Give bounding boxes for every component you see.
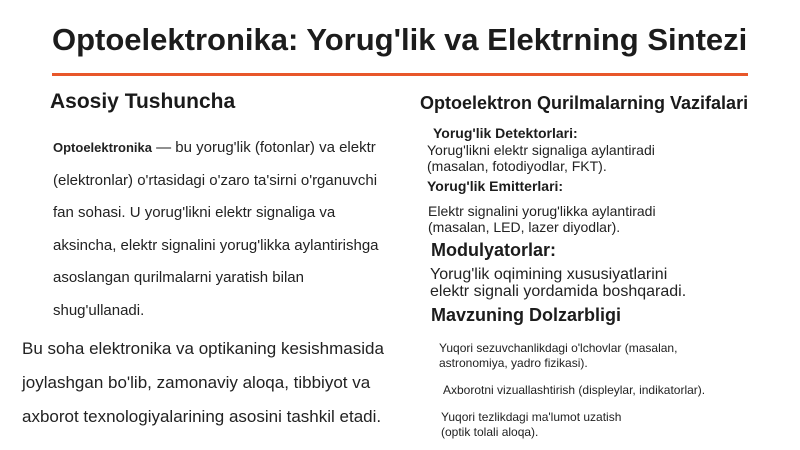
modulators-text: Yorug'lik oqimining xususiyatlarini elektr signali yordamida boshqaradi. [430,266,687,300]
detectors-title: Yorug'lik Detektorlari: [433,125,578,141]
intro-paragraph [53,132,393,327]
relevance-item-visualization: Axborotni vizuallashtirish (displeylar, indikatorlar). [443,383,706,397]
relevance-title: Mavzuning Dolzarbligi [431,305,622,325]
right-heading: Optoelektron Qurilmalarning Vazifalari [420,93,749,113]
emitters-text: Elektr signalini yorug'likka aylantiradi (masalan, LED, lazer diyodlar). [428,203,656,235]
title-divider [52,73,748,76]
detectors-text: Yorug'likni elektr signaliga aylantiradi (masalan, fotodiyodlar, FKT). [427,142,655,174]
left-heading: Asosiy Tushuncha [50,90,236,113]
emitters-title: Yorug'lik Emitterlari: [427,178,564,194]
page-title: Optoelektronika: Yorug'lik va Elektrning Sintezi [52,22,748,57]
modulators-title: Modulyatorlar: [431,240,557,260]
context-paragraph: Bu soha elektronika va optikaning kesishmasida joylashgan bo'lib, zamonaviy aloqa, tibbiyot va axborot texnologiyalarining asosini tashkil etadi. [22,339,384,426]
relevance-item-data-transfer: Yuqori tezlikdagi ma'lumot uzatish (optik tolali aloqa). [441,410,622,439]
relevance-item-measurements: Yuqori sezuvchanlikdagi o'lchovlar (masalan, astronomiya, yadro fizikasi). [439,341,678,370]
intro-text: — bu yorug'lik (fotonlar) va elektr (elektronlar) o'rtasidagi o'zaro ta'sirni o'rganuvchi fan sohasi. U yorug'likni elektr signaliga va aksincha, elektr signalini yorug'likka aylantirishga asoslangan qurilmalarni yaratish bilan shug'ullanadi. [53,139,379,319]
term-optoelektronika: Optoelektronika [53,140,152,155]
